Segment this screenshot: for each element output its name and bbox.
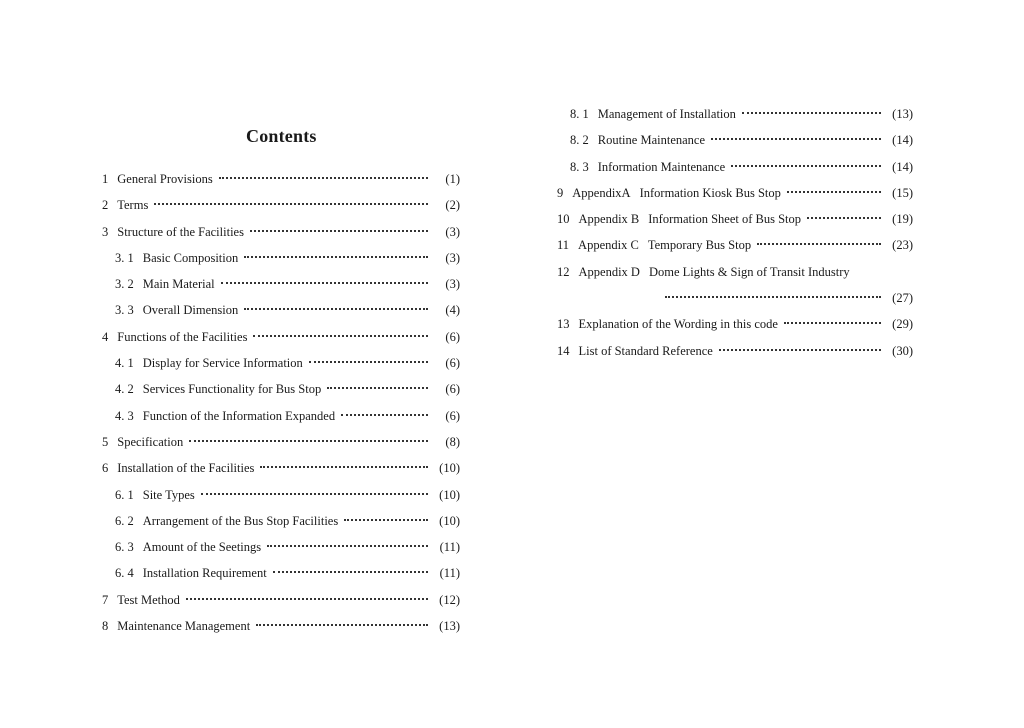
section-number: 6. 3: [115, 540, 134, 555]
toc-list-right: [557, 107, 913, 370]
toc-entry[interactable]: [102, 461, 460, 487]
dot-leader: [219, 177, 428, 179]
section-title: Dome Lights & Sign of Transit Industry: [648, 264, 850, 279]
section-number: 6. 4: [115, 566, 134, 581]
section-title: Terms: [117, 198, 149, 213]
toc-entry[interactable]: [102, 277, 460, 303]
page-number: (19): [892, 212, 913, 227]
section-title: Installation Requirement: [142, 566, 267, 581]
dot-leader: [719, 349, 881, 351]
dot-leader: [201, 493, 428, 495]
page-number: (13): [892, 107, 913, 121]
dot-leader: [344, 519, 428, 521]
page-number: (23): [892, 238, 913, 253]
page-number: (10): [439, 461, 460, 476]
section-title: Information Kiosk Bus Stop: [639, 185, 781, 200]
section-number: 7: [102, 592, 109, 607]
section-title: Information Maintenance: [597, 159, 726, 174]
section-title: Temporary Bus Stop: [647, 238, 752, 253]
section-title: Structure of the Facilities: [117, 224, 244, 239]
dot-leader: [665, 296, 881, 298]
dot-leader: [807, 217, 881, 219]
page-number: (15): [892, 185, 913, 200]
dot-leader: [742, 112, 881, 114]
page-number: (1): [445, 172, 460, 186]
section-number: 3: [102, 224, 109, 239]
page-number: (6): [445, 408, 460, 423]
contents-title: Contents: [246, 126, 317, 146]
page-number: (6): [445, 329, 460, 344]
toc-entry[interactable]: [102, 225, 460, 251]
dot-leader: [341, 414, 428, 416]
section-number: 6: [102, 461, 109, 476]
section-title: Explanation of the Wording in this code: [578, 317, 778, 332]
page-number: (6): [445, 356, 460, 371]
section-title: Function of the Information Expanded: [142, 408, 336, 423]
toc-entry[interactable]: [102, 435, 460, 461]
section-number: 3. 2: [115, 277, 134, 292]
section-number: 13: [557, 317, 570, 332]
page-number: (14): [892, 159, 913, 174]
page-number: (10): [439, 513, 460, 528]
dot-leader: [267, 545, 428, 547]
page-number: (30): [892, 343, 913, 358]
dot-leader: [260, 466, 428, 468]
toc-entry[interactable]: [102, 382, 460, 408]
section-title: Functions of the Facilities: [117, 329, 248, 344]
section-title: Arrangement of the Bus Stop Facilities: [142, 513, 339, 528]
toc-entry[interactable]: [557, 186, 913, 212]
dot-leader: [327, 387, 428, 389]
appendix-label: AppendixA: [572, 185, 631, 200]
section-title: Overall Dimension: [142, 303, 239, 318]
toc-entry[interactable]: [102, 198, 460, 224]
dot-leader: [784, 322, 881, 324]
dot-leader: [244, 308, 428, 310]
page-number: (3): [445, 250, 460, 265]
section-title: List of Standard Reference: [578, 343, 713, 358]
toc-entry[interactable]: [557, 160, 913, 186]
toc-entry[interactable]: [557, 317, 913, 343]
toc-entry[interactable]: [557, 212, 913, 238]
section-number: 2: [102, 198, 109, 213]
toc-entry[interactable]: [102, 303, 460, 329]
dot-leader: [757, 243, 881, 245]
page-number: (11): [439, 540, 460, 555]
dot-leader: [244, 256, 428, 258]
section-number: 1: [102, 172, 109, 186]
dot-leader: [221, 282, 428, 284]
section-number: 4. 3: [115, 408, 134, 423]
section-title: Services Functionality for Bus Stop: [142, 382, 322, 397]
page-number: (3): [445, 224, 460, 239]
section-title: Routine Maintenance: [597, 133, 706, 148]
toc-list-left: [102, 172, 460, 645]
appendix-label: Appendix D: [578, 264, 640, 279]
toc-entry[interactable]: [557, 238, 913, 264]
section-number: 8: [102, 619, 109, 634]
page-number: (12): [439, 592, 460, 607]
section-number: 8. 2: [570, 133, 589, 148]
toc-entry[interactable]: [102, 330, 460, 356]
toc-entry[interactable]: [557, 291, 913, 317]
page-number: (10): [439, 487, 460, 502]
page-number: (11): [439, 566, 460, 581]
page-number: (3): [445, 277, 460, 292]
section-title: Installation of the Facilities: [117, 461, 255, 476]
dot-leader: [273, 571, 428, 573]
dot-leader: [154, 203, 428, 205]
toc-entry[interactable]: [102, 540, 460, 566]
dot-leader: [250, 230, 428, 232]
toc-entry[interactable]: [557, 265, 913, 291]
dot-leader: [253, 335, 428, 337]
section-title: Site Types: [142, 487, 195, 502]
section-title: Test Method: [117, 592, 180, 607]
page-number: (14): [892, 133, 913, 148]
section-number: 14: [557, 343, 570, 358]
appendix-label: Appendix B: [578, 212, 640, 227]
dot-leader: [731, 165, 881, 167]
section-title: Main Material: [142, 277, 215, 292]
section-title: Amount of the Seetings: [142, 540, 262, 555]
section-number: 8. 3: [570, 159, 589, 174]
appendix-label: Appendix C: [578, 238, 639, 253]
section-number: 4. 1: [115, 356, 134, 371]
section-number: 6. 1: [115, 487, 134, 502]
section-number: 3. 3: [115, 303, 134, 318]
toc-entry[interactable]: [102, 619, 460, 645]
dot-leader: [309, 361, 428, 363]
page-number: (8): [445, 434, 460, 449]
page-number: (4): [445, 303, 460, 318]
section-number: 12: [557, 264, 570, 279]
toc-entry[interactable]: [557, 344, 913, 370]
section-title: Information Sheet of Bus Stop: [648, 212, 802, 227]
toc-entry[interactable]: [102, 566, 460, 592]
right-page: [512, 0, 1024, 728]
section-number: 4. 2: [115, 382, 134, 397]
dot-leader: [189, 440, 428, 442]
section-title: Maintenance Management: [117, 619, 251, 634]
toc-entry[interactable]: [557, 107, 913, 133]
section-number: 11: [557, 238, 570, 253]
toc-entry[interactable]: [102, 488, 460, 514]
section-number: 5: [102, 434, 109, 449]
section-number: 8. 1: [570, 107, 589, 121]
toc-entry[interactable]: [102, 251, 460, 277]
page-number: (2): [445, 198, 460, 213]
section-title: Basic Composition: [142, 250, 239, 265]
toc-entry[interactable]: [102, 593, 460, 619]
section-title: Management of Installation: [597, 107, 736, 121]
section-number: 4: [102, 329, 109, 344]
section-number: 3. 1: [115, 250, 134, 265]
section-title: Specification: [117, 434, 184, 449]
section-title: General Provisions: [117, 172, 213, 186]
toc-entry[interactable]: [102, 356, 460, 382]
toc-entry[interactable]: [102, 514, 460, 540]
dot-leader: [787, 191, 881, 193]
toc-entry[interactable]: [557, 133, 913, 159]
dot-leader: [256, 624, 428, 626]
page-number: (6): [445, 382, 460, 397]
section-title: Display for Service Information: [142, 356, 303, 371]
page-number: (13): [439, 619, 460, 634]
section-number: 6. 2: [115, 513, 134, 528]
toc-entry[interactable]: [102, 172, 460, 198]
page-number: (27): [892, 291, 913, 306]
dot-leader: [711, 138, 881, 140]
section-number: 10: [557, 212, 570, 227]
page-number: (29): [892, 317, 913, 332]
dot-leader: [186, 598, 428, 600]
section-number: 9: [557, 185, 564, 200]
toc-entry[interactable]: [102, 409, 460, 435]
